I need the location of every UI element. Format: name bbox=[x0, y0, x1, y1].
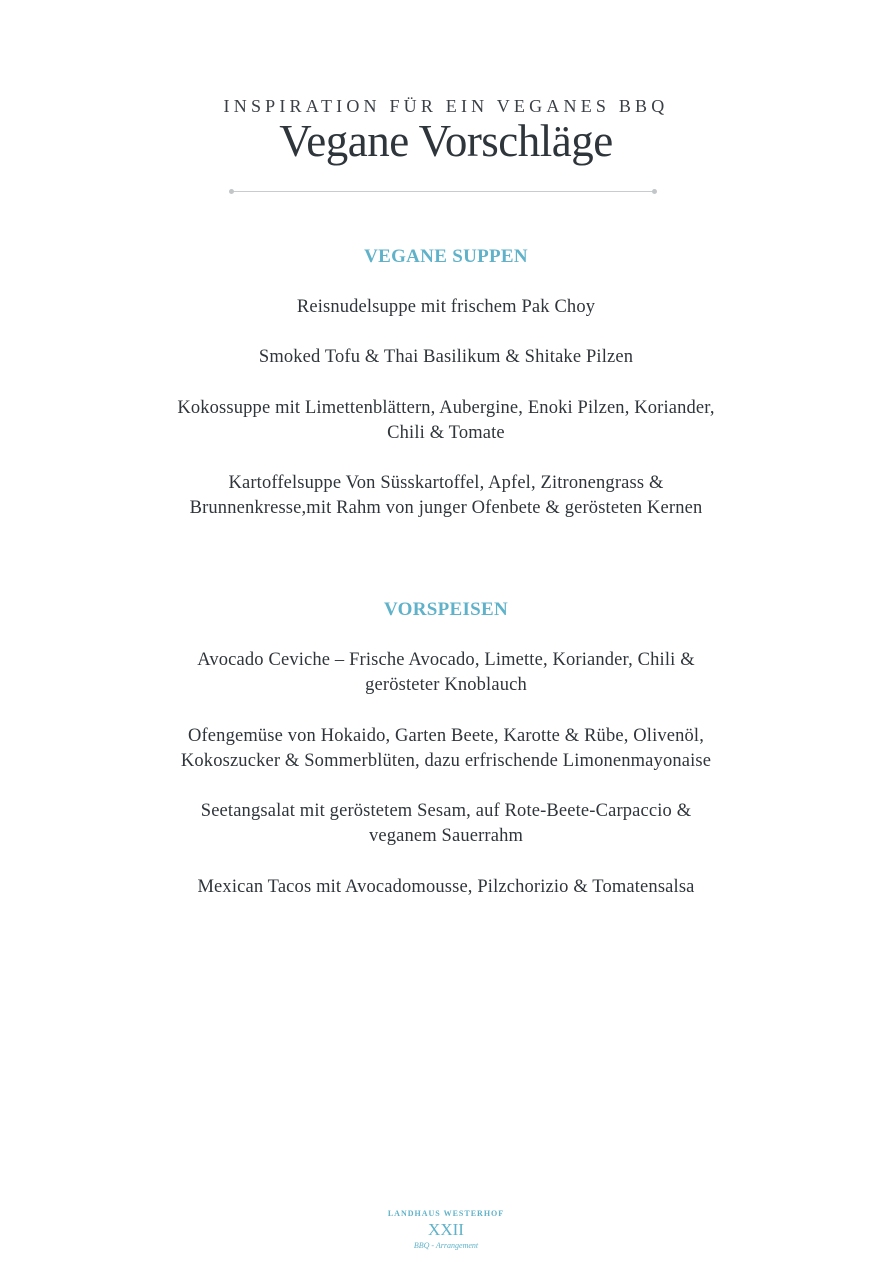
section-vegane-suppen bbox=[0, 245, 892, 522]
section-title: VEGANE SUPPEN bbox=[364, 246, 528, 267]
menu-item: Reisnudelsuppe mit frischem Pak Choy bbox=[296, 297, 596, 317]
section-title: VORSPEISEN bbox=[383, 599, 509, 620]
divider-dot-left bbox=[229, 189, 234, 194]
footer-subtitle: BBQ - Arrangement bbox=[413, 1241, 479, 1250]
menu-item: Ofengemüse von Hokaido, Garten Beete, Karotte & Rübe, Olivenöl, Kokoszucker & Sommerblüten, dazu erfrischende Limonenmayonaise bbox=[180, 725, 712, 771]
footer-brand: LANDHAUS WESTERHOF bbox=[387, 1209, 505, 1218]
divider-dot-right bbox=[652, 189, 657, 194]
menu-item: Seetangsalat mit geröstetem Sesam, auf Rote-Beete-Carpaccio & veganem Sauerrahm bbox=[200, 801, 692, 847]
page-number: XXII bbox=[428, 1220, 464, 1239]
page-footer bbox=[0, 1209, 892, 1251]
menu-item: Avocado Ceviche – Frische Avocado, Limette, Koriander, Chili & gerösteter Knoblauch bbox=[197, 650, 695, 696]
menu-item: Smoked Tofu & Thai Basilikum & Shitake Pilzen bbox=[258, 347, 634, 368]
page-title: Vegane Vorschläge bbox=[279, 116, 613, 166]
menu-item-list bbox=[0, 648, 892, 900]
section-vorspeisen bbox=[0, 598, 892, 900]
title-divider bbox=[231, 191, 656, 192]
page-kicker: INSPIRATION FÜR EIN VEGANES BBQ bbox=[223, 96, 669, 116]
menu-item-list bbox=[0, 295, 892, 522]
menu-item: Mexican Tacos mit Avocadomousse, Pilzchorizio & Tomatensalsa bbox=[197, 876, 695, 897]
menu-item: Kartoffelsuppe Von Süsskartoffel, Apfel, Zitronengrass & Brunnenkresse,mit Rahm von junger Ofenbete & gerösteten Kernen bbox=[189, 473, 703, 519]
menu-item: Kokossuppe mit Limettenblättern, Aubergine, Enoki Pilzen, Koriander, Chili & Tomate bbox=[177, 397, 715, 443]
